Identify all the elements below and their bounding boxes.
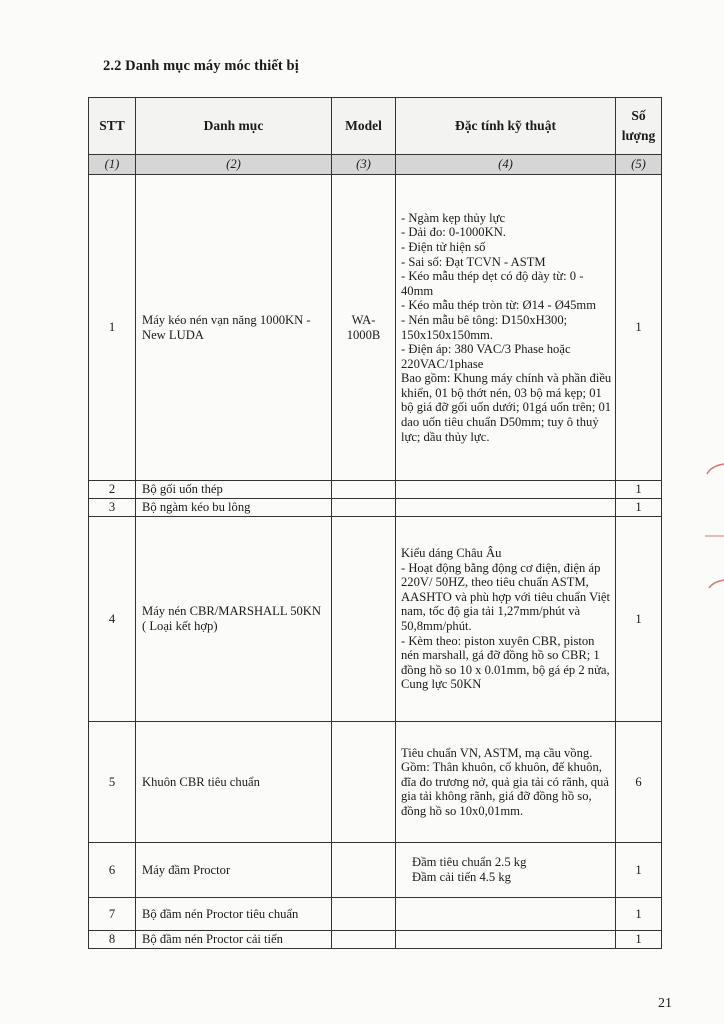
page-number: 21 [658, 996, 672, 1011]
equipment-table [88, 97, 662, 949]
model-cell [332, 722, 396, 843]
stt-cell: 8 [89, 931, 136, 949]
table-row [89, 931, 662, 949]
header-row [89, 98, 662, 155]
spec-line: - Sai số: Đạt TCVN - ASTM [401, 254, 546, 269]
spec-line: - Hoạt động bằng động cơ điện, điện áp 220V/ 50HZ, theo tiêu chuẩn ASTM, AASHTO và phù hợp với tiêu chuẩn Việt nam, tốc độ gia tải 1,27mm/phút và 50,8mm/phút. [401, 560, 611, 633]
stt-cell: 2 [89, 481, 136, 499]
model-cell: WA-1000B [332, 175, 396, 481]
spec-line: - Ngàm kẹp thủy lực [401, 210, 506, 225]
qty-cell: 1 [616, 898, 662, 931]
table-row [89, 517, 662, 722]
spec-cell [396, 898, 616, 931]
stt-cell: 3 [89, 499, 136, 517]
spec-cell [396, 843, 616, 898]
spec-line: Đầm tiêu chuẩn 2.5 kg [412, 855, 527, 870]
name-cell: Máy kéo nén vạn năng 1000KN - New LUDA [136, 175, 332, 481]
model-cell [332, 898, 396, 931]
index-row [89, 155, 662, 175]
table-row [89, 499, 662, 517]
spec-cell [396, 481, 616, 499]
spec-line: Tiêu chuẩn VN, ASTM, mạ cầu vồng. [401, 745, 593, 760]
qty-cell: 1 [616, 499, 662, 517]
qty-cell: 1 [616, 481, 662, 499]
stt-cell: 7 [89, 898, 136, 931]
spec-cell [396, 931, 616, 949]
name-cell: Bộ đầm nén Proctor tiêu chuẩn [136, 898, 332, 931]
index-cell: (2) [136, 155, 332, 175]
col-header-qty: Số lượng [616, 98, 662, 155]
index-cell: (1) [89, 155, 136, 175]
index-cell: (4) [396, 155, 616, 175]
spec-cell [396, 722, 616, 843]
spec-line: - Điện áp: 380 VAC/3 Phase hoặc 220VAC/1phase [401, 342, 571, 371]
name-cell: Máy nén CBR/MARSHALL 50KN ( Loại kết hợp) [136, 517, 332, 722]
index-cell: (3) [332, 155, 396, 175]
col-header-stt: STT [89, 98, 136, 155]
col-header-spec: Đặc tính kỹ thuật [396, 98, 616, 155]
spec-line: Kiểu dáng Châu Âu [401, 546, 502, 561]
model-cell [332, 499, 396, 517]
stt-cell: 5 [89, 722, 136, 843]
qty-cell: 6 [616, 722, 662, 843]
stt-cell: 6 [89, 843, 136, 898]
table-row [89, 175, 662, 481]
section-heading: 2.2 Danh mục máy móc thiết bị [103, 58, 299, 74]
table-row [89, 481, 662, 499]
model-cell [332, 517, 396, 722]
qty-cell: 1 [616, 517, 662, 722]
spec-line: - Kéo mẫu thép tròn từ: Ø14 - Ø45mm [401, 298, 597, 313]
name-cell: Bộ gối uốn thép [136, 481, 332, 499]
spec-line: - Điện tử hiện số [401, 239, 486, 254]
spec-line: - Nén mẫu bê tông: D150xH300; 150x150x150mm. [401, 312, 568, 342]
spec-cell [396, 175, 616, 481]
spec-line: - Kèm theo: piston xuyên CBR, piston nén marshall, gá đỡ đồng hồ so CBR; 1 đồng hồ so 10 x 0.01mm, bộ gá ép 2 nửa, Cung lực 50KN [401, 633, 610, 692]
stt-cell: 1 [89, 175, 136, 481]
spec-line: Đầm cải tiến 4.5 kg [412, 870, 511, 884]
spec-line: Bao gồm: Khung máy chính và phần điều khiển, 01 bộ thớt nén, 03 bộ má kẹp; 01 bộ giá đỡ gối uốn dưới; 01gá uốn trên; 01 dao uốn tiêu chuẩn D50mm; tuy ô thuỷ lực; dầu thủy lực. [401, 371, 612, 444]
qty-cell: 1 [616, 931, 662, 949]
table-row [89, 722, 662, 843]
qty-cell: 1 [616, 843, 662, 898]
spec-line: - Kéo mẫu thép dẹt có độ dày từ: 0 - 40mm [401, 269, 584, 298]
model-cell [332, 481, 396, 499]
name-cell: Máy đầm Proctor [136, 843, 332, 898]
col-header-model: Model [332, 98, 396, 155]
table-row [89, 843, 662, 898]
red-stamp-fragment [703, 462, 724, 592]
spec-cell [396, 499, 616, 517]
table-row [89, 898, 662, 931]
index-cell: (5) [616, 155, 662, 175]
spec-line: - Dải đo: 0-1000KN. [401, 225, 506, 240]
col-header-name: Danh mục [136, 98, 332, 155]
model-cell [332, 843, 396, 898]
name-cell: Bộ đầm nén Proctor cải tiến [136, 931, 332, 949]
spec-cell [396, 517, 616, 722]
spec-line: Gồm: Thân khuôn, cổ khuôn, đế khuôn, đĩa đo trương nở, quả gia tải có rãnh, quả gia tải không rãnh, giá đỡ đồng hồ so, đồng hồ so 10x0,01mm. [401, 760, 609, 818]
name-cell: Khuôn CBR tiêu chuẩn [136, 722, 332, 843]
qty-cell: 1 [616, 175, 662, 481]
model-cell [332, 931, 396, 949]
stt-cell: 4 [89, 517, 136, 722]
name-cell: Bộ ngàm kéo bu lông [136, 499, 332, 517]
